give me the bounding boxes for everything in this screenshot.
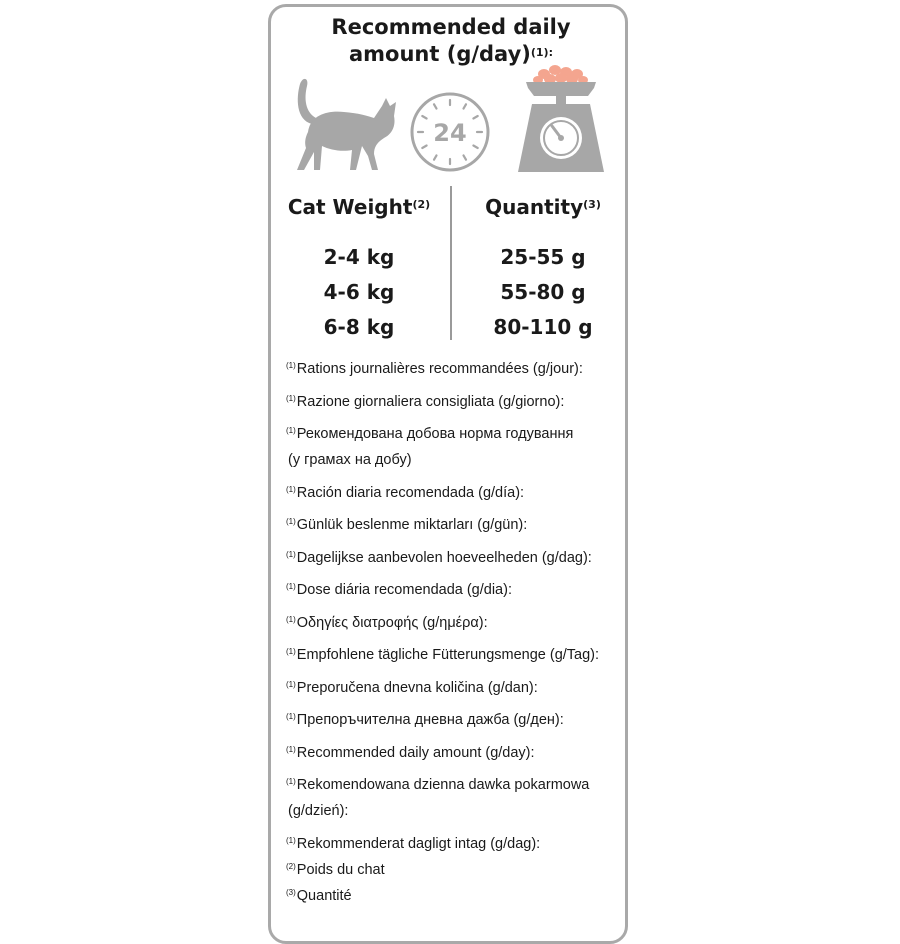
note-item: $^{(1)}$Rekommenderat dagligt intag (g/dag): [286, 835, 541, 852]
note-item: $^{(1)}$Razione giornaliera consigliata (g/giorno): [286, 393, 565, 410]
note-item: $^{(1)}$Dose diária recomendada (g/dia): [286, 582, 512, 598]
quantity-value: 25-55 g [500, 245, 586, 269]
cat-silhouette-icon [282, 76, 404, 174]
title-line-1: Recommended daily [331, 15, 571, 39]
kitchen-scale-icon [514, 62, 608, 174]
quantity-column [452, 240, 634, 345]
translation-notes [286, 356, 626, 909]
note-item: $^{(1)}$Ración diaria recomendada (g/día): [286, 484, 525, 501]
quantity-footnote-marker: (3) [583, 198, 601, 211]
quantity-value: 80-110 g [493, 315, 593, 339]
note-item: $^{(1)}$Empfohlene tägliche Fütterungsmenge (g/Tag): [286, 647, 600, 663]
title-footnote-marker: (1): [530, 46, 553, 59]
note-item: $^{(1)}$Dagelijkse aanbevolen hoeveelheden (g/dag): [286, 549, 592, 566]
title-line-2: amount $(g/day)^{(1):}$ [349, 42, 553, 66]
weight-value: 6-8 kg [323, 315, 395, 339]
clock-label: 24 [433, 119, 467, 147]
note-item: $^{(2)}$Poids du chat [286, 861, 385, 878]
note-item: $^{(1)}$Rekomendowana dzienna dawka pokarmowa (g/dzień): [286, 777, 590, 819]
note-item: $^{(3)}$Quantité [286, 887, 352, 904]
feeding-title [268, 14, 634, 68]
note-item: $^{(1)}$Οδηγίες διατροφής (g/ημέρα): [286, 614, 488, 631]
weight-footnote-marker: (2) [412, 198, 431, 211]
note-item: $^{(1)}$Rations journalières recommandées (g/jour): [286, 361, 583, 377]
quantity-header: Quantity$^{(3)}$ [485, 195, 601, 219]
weight-column [268, 240, 450, 345]
24-hour-clock-icon [408, 90, 492, 174]
note-item: $^{(1)}$Günlük beslenme miktarları (g/gün): [286, 517, 528, 533]
quantity-value: 55-80 g [500, 280, 586, 304]
note-item: $^{(1)}$Рекомендована добова норма годування (у грамах на добу) [286, 426, 574, 468]
note-item: $^{(1)}$Recommended daily amount (g/day): [286, 744, 535, 761]
cat-weight-header: Cat Weight$^{(2)}$ [287, 195, 431, 219]
note-item: $^{(1)}$Препоръчителна дневна дажба (g/ден): [286, 712, 564, 728]
note-item: $^{(1)}$Preporučena dnevna količina (g/dan): [286, 679, 538, 696]
weight-value: 4-6 kg [323, 280, 395, 304]
weight-value: 2-4 kg [323, 245, 395, 269]
